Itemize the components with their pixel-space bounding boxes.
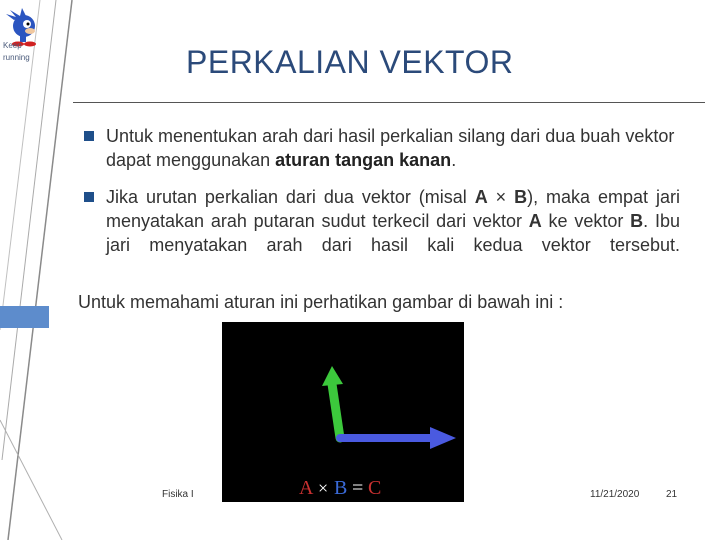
instruction-paragraph: Untuk memahami aturan ini perhatikan gambar di bawah ini :	[78, 292, 564, 312]
bullet-text-part: Untuk menentukan arah dari hasil perkalian silang dari dua buah vektor dapat menggunakan	[106, 126, 675, 170]
vector-a-label: A	[474, 187, 488, 207]
vector-b-label: B	[630, 211, 644, 231]
bullet-text-part: ke vektor	[541, 211, 631, 231]
logo-line-1: Keep	[3, 41, 22, 50]
formula-c: C	[368, 477, 382, 499]
bullet-emphasis: aturan tangan kanan	[275, 150, 452, 170]
formula-times: ×	[318, 478, 329, 498]
title-divider	[73, 102, 705, 103]
bullet-text-part: ), maka empat jari menyatakan arah putaran sudut terkecil dari vektor	[106, 187, 680, 231]
cross-symbol: ×	[495, 187, 507, 207]
formula-a: A	[299, 477, 314, 499]
bullet-text-part: .	[451, 150, 457, 170]
bullet-text-part: . Ibu jari menyatakan arah dari hasil kali kedua vektor tersebut.	[106, 211, 680, 255]
vector-a-label: A	[528, 211, 542, 231]
vector-c-arrowhead	[322, 366, 343, 386]
right-hand-rule-figure	[222, 322, 464, 502]
logo-line-2: running	[3, 53, 30, 62]
vector-b-arrowhead	[430, 427, 456, 449]
logo-caption	[3, 40, 30, 64]
footer-page-number: 21	[666, 489, 678, 500]
left-decoration	[0, 0, 80, 540]
vector-b-label: B	[514, 187, 528, 207]
vector-diagram	[222, 322, 464, 502]
bullet-square-icon	[84, 192, 94, 202]
slide-title: PERKALIAN VEKTOR	[186, 44, 514, 80]
footer-course: Fisika I	[162, 489, 194, 500]
formula-b: B	[334, 477, 348, 499]
bullet-text-part: Jika urutan perkalian dari dua vektor (misal	[106, 187, 475, 207]
bullet-text	[106, 185, 680, 281]
bullet-square-icon	[84, 131, 94, 141]
footer-date: 11/21/2020	[590, 489, 640, 500]
bullet-text	[106, 124, 680, 172]
vector-c-arrow	[332, 384, 340, 438]
formula-equals: =	[352, 477, 364, 499]
